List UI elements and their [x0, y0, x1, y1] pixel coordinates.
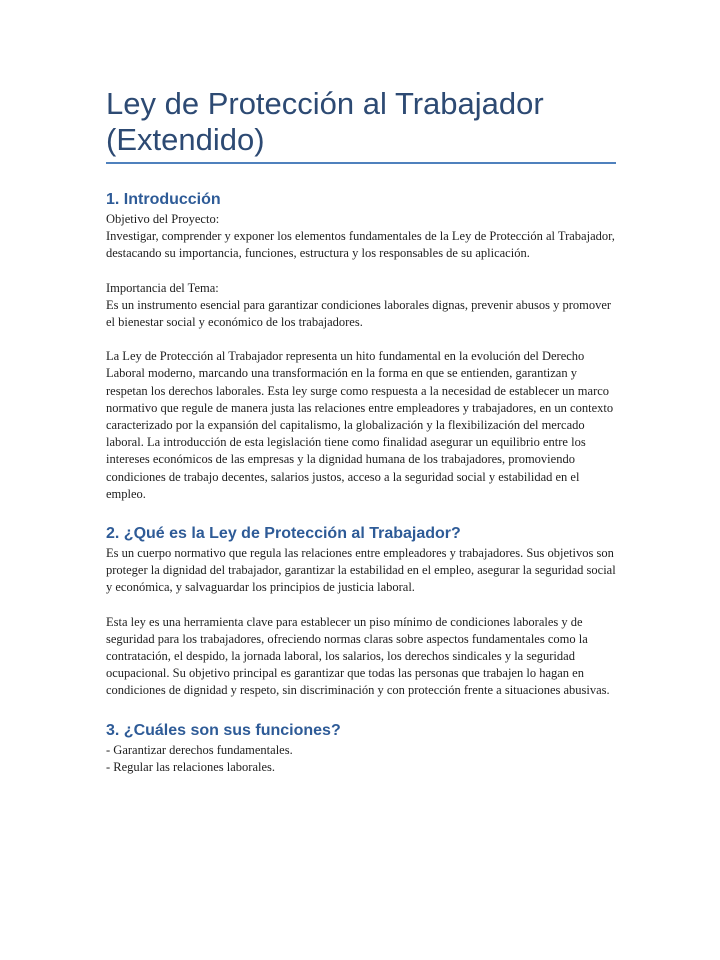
section-heading-que-es: 2. ¿Qué es la Ley de Protección al Trabajador?	[106, 525, 461, 543]
title-line-1: Ley de Protección al Trabajador	[106, 86, 544, 121]
section-heading-funciones: 3. ¿Cuáles son sus funciones?	[106, 721, 341, 739]
importance-label: Importancia del Tema:	[106, 280, 219, 295]
definition-paragraph: Es un cuerpo normativo que regula las relaciones entre empleadores y trabajadores. Sus objetivos son proteger la dignidad del trabajador, garantizar la estabilidad en el empleo, asegurar la seguridad social y económica, y salvaguardar los principios de justicia laboral.	[106, 546, 616, 595]
list-item: - Garantizar derechos fundamentales.	[106, 742, 293, 757]
introduction-paragraph: La Ley de Protección al Trabajador representa un hito fundamental en la evolución del Derecho Laboral moderno, marcando una transformación en la forma en que se entienden, garantizan y respetan los derechos laborales. Esta ley surge como respuesta a la necesidad de establecer un marco normativo que regule de manera justa las relaciones entre empleadores y trabajadores, en un contexto caracterizado por la expansión del capitalismo, la globalización y la flexibilización del mercado laboral. La introducción de esta legislación tiene como finalidad asegurar un equilibrio entre los intereses económicos de las empresas y la dignidad humana de los trabajadores, promoviendo condiciones de trabajo decentes, salarios justos, acceso a la seguridad social y estabilidad en el empleo.	[106, 349, 614, 501]
purpose-paragraph: Esta ley es una herramienta clave para establecer un piso mínimo de condiciones laborales y de seguridad para los trabajadores, ofreciendo normas claras sobre aspectos fundamentales como la contratación, el despido, la jornada laboral, los salarios, los derechos sindicales y la seguridad ocupacional. Su objetivo principal es garantizar que todas las personas que trabajen lo hagan en condiciones de dignidad y respeto, sin discriminación y con protección frente a situaciones abusivas.	[106, 614, 610, 698]
objective-label: Objetivo del Proyecto:	[106, 212, 220, 226]
document-body	[106, 86, 616, 776]
functions-list	[106, 742, 616, 776]
section-heading-introduccion: 1. Introducción	[106, 191, 221, 208]
importance-text: Es un instrumento esencial para garantizar condiciones laborales dignas, prevenir abusos y promover el bienestar social y económico de los trabajadores.	[106, 297, 612, 330]
title-line-2: (Extendido)	[106, 122, 265, 157]
list-item: - Regular las relaciones laborales.	[106, 759, 276, 774]
document-title	[106, 86, 616, 164]
objective-text: Investigar, comprender y exponer los elementos fundamentales de la Ley de Protección al Trabajador, destacando su importancia, funciones, estructura y los responsables de su aplicación.	[106, 229, 615, 261]
